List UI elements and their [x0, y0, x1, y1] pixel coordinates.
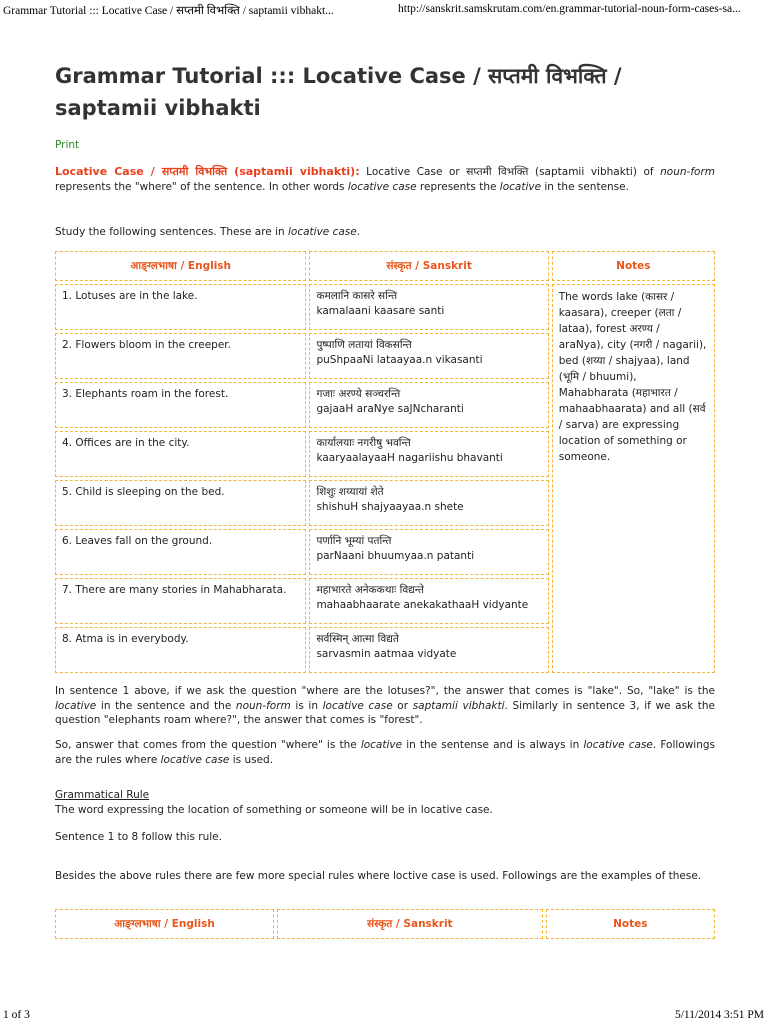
article-title-block — [55, 60, 715, 124]
intro-paragraph: Locative Case / सप्तमी विभक्ति (saptamii vibhakti): Locative Case or सप्तमी विभक्ति (saptamii vibhakti) of noun-form represents the "where" of the sentence. In other words locative case represents the locative in the sentense. — [55, 165, 715, 193]
transliteration-text: sarvasmin aatmaa vidyate — [316, 648, 457, 660]
english-cell: 3. Elephants roam in the forest. — [55, 382, 306, 428]
devanagari-text: कार्यालयाः नगरीषु भवन्ति — [316, 437, 411, 449]
devanagari-text: पर्णानि भूम्यां पतन्ति — [316, 535, 392, 547]
transliteration-text: mahaabhaarate anekakathaaH vidyante — [316, 599, 529, 611]
table-row — [55, 284, 715, 330]
transliteration-text: puShpaaNi lataayaa.n vikasanti — [316, 354, 483, 366]
sanskrit-cell — [309, 627, 548, 673]
sanskrit-cell — [309, 529, 548, 575]
devanagari-text: पुष्पाणि लतायां विकसन्ति — [316, 339, 412, 351]
intro-lead: Locative Case / सप्तमी विभक्ति (saptamii vibhakti): — [55, 165, 360, 178]
explanation-paragraph-1: In sentence 1 above, if we ask the question "where are the lotuses?", the answer that comes is "lake". So, "lake" is the locative in the sentence and the noun-form is in locative case or saptamii vibhakti. Similarly in sentence 3, if we ask the question "elephants roam where?", the answer that comes is "forest". — [55, 685, 715, 726]
rule-follow-note: Sentence 1 to 8 follow this rule. — [55, 831, 222, 843]
devanagari-text: शिशुः शय्यायां शेते — [316, 486, 384, 498]
print-header — [0, 0, 768, 20]
print-header-url: http://sanskrit.samskrutam.com/en.grammar-tutorial-noun-form-cases-sa... — [398, 3, 741, 15]
english-cell: 4. Offices are in the city. — [55, 431, 306, 477]
print-datetime: 5/11/2014 3:51 PM — [674, 1009, 764, 1021]
col-header-notes: Notes — [552, 251, 715, 281]
col-header-sanskrit: संस्कृत / Sanskrit — [277, 909, 543, 939]
study-instruction: Study the following sentences. These are in locative case. — [55, 226, 361, 238]
english-cell: 1. Lotuses are in the lake. — [55, 284, 306, 330]
devanagari-text: कमलानि कासरे सन्ति — [316, 290, 398, 302]
transliteration-text: kaaryaalayaaH nagariishu bhavanti — [316, 452, 503, 464]
col-header-english: आङ्ग्लभाषा / English — [55, 251, 306, 281]
english-cell: 7. There are many stories in Mahabharata. — [55, 578, 306, 624]
col-header-notes: Notes — [546, 909, 715, 939]
english-cell: 6. Leaves fall on the ground. — [55, 529, 306, 575]
english-cell: 8. Atma is in everybody. — [55, 627, 306, 673]
print-header-title: Grammar Tutorial ::: Locative Case / सप्तमी विभक्ति / saptamii vibhakt... — [3, 5, 334, 17]
transliteration-text: gajaaH araNye saJNcharanti — [316, 403, 464, 415]
english-cell: 2. Flowers bloom in the creeper. — [55, 333, 306, 379]
devanagari-text: सर्वस्मिन् आत्मा विद्यते — [316, 633, 399, 645]
transliteration-text: kamalaani kaasare santi — [316, 305, 445, 317]
page-number: 1 of 3 — [3, 1009, 30, 1021]
print-link[interactable]: Print — [55, 139, 80, 151]
transliteration-text: shishuH shajyaayaa.n shete — [316, 501, 464, 513]
print-footer — [0, 1006, 768, 1024]
sanskrit-cell — [309, 382, 548, 428]
col-header-sanskrit: संस्कृत / Sanskrit — [309, 251, 548, 281]
sanskrit-cell — [309, 333, 548, 379]
col-header-english: आङ्ग्लभाषा / English — [55, 909, 274, 939]
notes-cell: The words lake (कासर / kaasara), creeper (लता / lataa), forest अरण्य / araNya), city (नगरी / nagarii), bed (शय्या / shajyaa), land (भूमि / bhuumi), Mahabharata (महाभारत / mahaabhaarata) and all (सर्व / sarva) are expressing location of something or someone. — [552, 284, 715, 673]
sanskrit-cell — [309, 284, 548, 330]
explanation-paragraph-2: So, answer that comes from the question "where" is the locative in the sentense and is always in locative case. Followings are the rules where locative case is used. — [55, 739, 715, 766]
sanskrit-cell — [309, 578, 548, 624]
grammatical-rule-heading: Grammatical Rule — [55, 789, 150, 801]
special-rules-table — [52, 906, 718, 942]
english-cell: 5. Child is sleeping on the bed. — [55, 480, 306, 526]
examples-table — [52, 248, 718, 676]
sanskrit-cell — [309, 431, 548, 477]
transliteration-text: parNaani bhuumyaa.n patanti — [316, 550, 475, 562]
sanskrit-cell — [309, 480, 548, 526]
devanagari-text: महाभारते अनेककथाः विद्यन्ते — [316, 584, 425, 596]
special-rules-intro: Besides the above rules there are few more special rules where loctive case is used. Followings are the examples of these. — [55, 870, 702, 882]
page-title: Grammar Tutorial ::: Locative Case / सप्तमी विभक्ति / saptamii vibhakti — [55, 64, 622, 120]
grammatical-rule-text: The word expressing the location of something or someone will be in locative case. — [55, 804, 493, 816]
devanagari-text: गजाः अरण्ये सञ्चरन्ति — [316, 388, 401, 400]
